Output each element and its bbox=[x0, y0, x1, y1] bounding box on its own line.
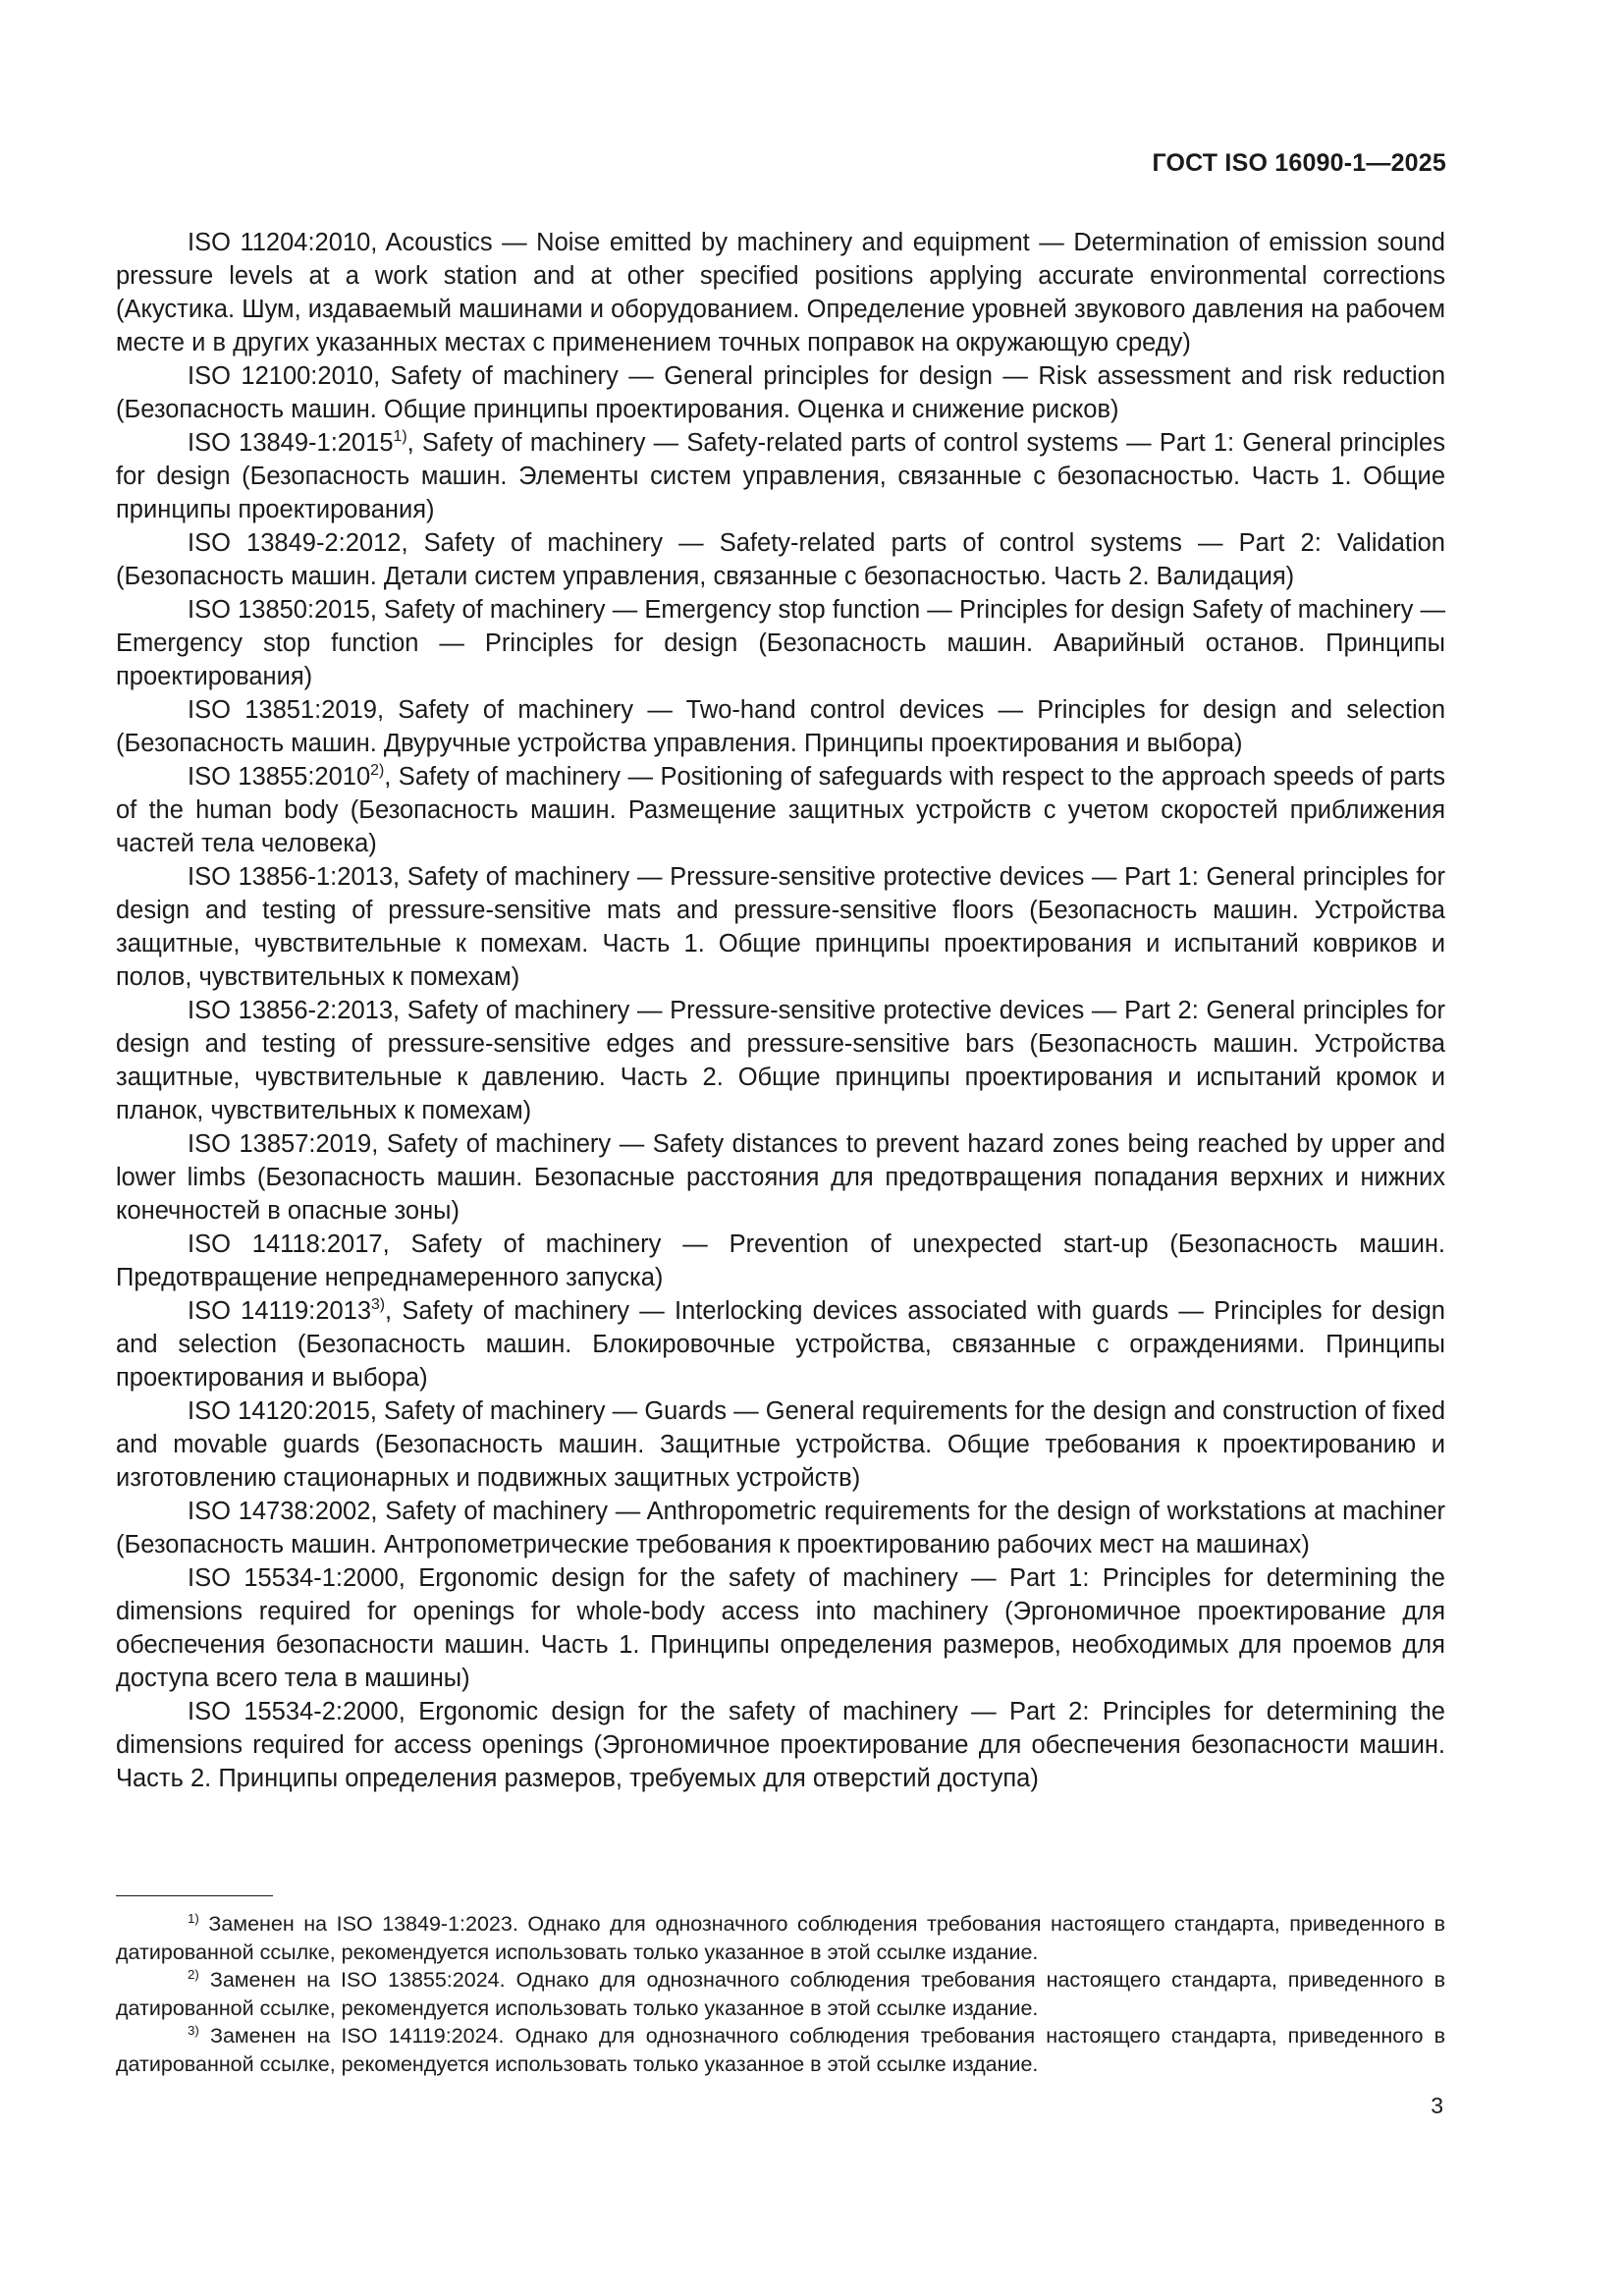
footnote-marker: 3) bbox=[188, 2022, 199, 2038]
reference-text: , Safety of machinery — Emergency stop function — Principles for design Safety of machinery — Emergency stop function — Principles for design (Безопасность машин. Аварийный останов. Принципы проектирования) bbox=[116, 596, 1445, 690]
document-code-header: ГОСТ ISO 16090-1—2025 bbox=[1152, 149, 1446, 177]
footnote-text: Заменен на ISO 13849-1:2023. Однако для однозначного соблюдения требования настоящего стандарта, приведенного в датированной ссылке, рекомендуется использовать только указанное в этой ссылке издание. bbox=[116, 1912, 1445, 1964]
reference-code: ISO 13856-1:2013 bbox=[188, 863, 393, 891]
footnote-marker: 1) bbox=[393, 428, 407, 446]
reference-text: , Safety of machinery — Positioning of safeguards with respect to the approach speeds of parts of the human body (Безопасность машин. Размещение защитных устройств с учетом скоростей приближения частей тела человека) bbox=[116, 763, 1446, 857]
reference-entry bbox=[116, 1561, 1445, 1695]
reference-text: , Safety of machinery — Safety distances to prevent hazard zones being reached by upper and lower limbs (Безопасность машин. Безопасные расстояния для предотвращения попадания верхних и нижних конечностей в опасные зоны) bbox=[116, 1130, 1446, 1225]
footnote bbox=[116, 1910, 1445, 1966]
reference-entry bbox=[116, 1495, 1445, 1561]
footnote-marker: 3) bbox=[371, 1296, 386, 1314]
footnotes bbox=[116, 1910, 1445, 2078]
reference-code: ISO 13849-1:2015 bbox=[188, 429, 394, 457]
reference-text: , Safety of machinery — Prevention of unexpected start-up (Безопасность машин. Предотвращение непреднамеренного запуска) bbox=[116, 1230, 1446, 1291]
reference-code: ISO 13857:2019 bbox=[188, 1130, 372, 1158]
reference-code: ISO 13850:2015 bbox=[188, 596, 370, 624]
footnote-marker: 2) bbox=[188, 1966, 199, 1982]
footnote-marker: 1) bbox=[188, 1910, 199, 1926]
reference-entry bbox=[116, 1294, 1445, 1394]
page-number: 3 bbox=[1431, 2093, 1443, 2118]
footnote bbox=[116, 2022, 1445, 2078]
reference-code: ISO 11204:2010 bbox=[188, 229, 371, 256]
reference-text: , Safety of machinery — Safety-related parts of control systems — Part 1: General principles for design (Безопасность машин. Элементы систем управления, связанные с безопасностью. Часть 1. Общие принципы проектирования) bbox=[116, 429, 1445, 523]
footnote-text: Заменен на ISO 14119:2024. Однако для однозначного соблюдения требования настоящего стандарта, приведенного в датированной ссылке, рекомендуется использовать только указанное в этой ссылке издание. bbox=[116, 2024, 1445, 2076]
reference-entry bbox=[116, 860, 1445, 994]
reference-code: ISO 14118:2017 bbox=[188, 1230, 383, 1258]
reference-code: ISO 15534-2:2000 bbox=[188, 1698, 399, 1725]
reference-entry bbox=[116, 226, 1445, 359]
reference-code: ISO 14120:2015 bbox=[188, 1397, 370, 1425]
footnote-marker: 2) bbox=[370, 762, 385, 780]
footnote-text: Заменен на ISO 13855:2024. Однако для однозначного соблюдения требования настоящего стандарта, приведенного в датированной ссылке, рекомендуется использовать только указанное в этой ссылке издание. bbox=[116, 1968, 1445, 2020]
reference-entry bbox=[116, 1127, 1445, 1228]
reference-text: , Acoustics — Noise emitted by machinery and equipment — Determination of emission sound pressure levels at a work station and at other specified positions applying accurate environmental corrections (Акустика. Шум, издаваемый машинами и оборудованием. Определение уровней звукового давления на рабочем месте и в других указанных местах с применением точных поправок на окружающую среду) bbox=[116, 229, 1445, 356]
reference-entry bbox=[116, 994, 1445, 1127]
reference-code: ISO 14119:2013 bbox=[188, 1297, 371, 1325]
normative-references-list bbox=[116, 226, 1445, 1795]
reference-text: , Safety of machinery — Interlocking devices associated with guards — Principles for design and selection (Безопасность машин. Блокировочные устройства, связанные с ограждениями. Принципы проектирования и выбора) bbox=[116, 1297, 1445, 1392]
reference-code: ISO 13855:2010 bbox=[188, 763, 371, 791]
reference-text: , Safety of machinery — Safety-related parts of control systems — Part 2: Validation (Безопасность машин. Детали систем управления, связанные с безопасностью. Часть 2. Валидация) bbox=[116, 529, 1445, 590]
reference-text: , Safety of machinery — Pressure-sensitive protective devices — Part 1: General principles for design and testing of pressure-sensitive mats and pressure-sensitive floors (Безопасность машин. Устройства защитные, чувствительные к помехам. Часть 1. Общие принципы проектирования и испытаний ковриков и полов, чувствительных к помехам) bbox=[116, 863, 1445, 991]
reference-code: ISO 12100:2010 bbox=[188, 362, 374, 390]
reference-entry bbox=[116, 426, 1445, 526]
reference-code: ISO 14738:2002 bbox=[188, 1498, 371, 1525]
reference-entry bbox=[116, 1228, 1445, 1294]
footnote-separator bbox=[116, 1895, 273, 1896]
reference-code: ISO 15534-1:2000 bbox=[188, 1564, 399, 1592]
reference-entry bbox=[116, 1695, 1445, 1795]
reference-entry bbox=[116, 526, 1445, 593]
reference-code: ISO 13856-2:2013 bbox=[188, 997, 393, 1024]
reference-entry bbox=[116, 693, 1445, 760]
reference-code: ISO 13851:2019 bbox=[188, 696, 377, 724]
reference-entry bbox=[116, 593, 1445, 693]
reference-text: , Ergonomic design for the safety of machinery — Part 1: Principles for determining the dimensions required for openings for whole-body access into machinery (Эргономичное проектирование для обеспечения безопасности машин. Часть 1. Принципы определения размеров, необходимых для проемов для доступа всего тела в машины) bbox=[116, 1564, 1445, 1692]
reference-text: , Ergonomic design for the safety of machinery — Part 2: Principles for determining the dimensions required for access openings (Эргономичное проектирование для обеспечения безопасности машин. Часть 2. Принципы определения размеров, требуемых для отверстий доступа) bbox=[116, 1698, 1445, 1792]
reference-entry bbox=[116, 1394, 1445, 1495]
reference-entry bbox=[116, 760, 1445, 860]
reference-text: , Safety of machinery — Guards — General requirements for the design and construction of fixed and movable guards (Безопасность машин. Защитные устройства. Общие требования к проектированию и изготовлению стационарных и подвижных защитных устройств) bbox=[116, 1397, 1446, 1492]
footnote bbox=[116, 1966, 1445, 2022]
reference-text: , Safety of machinery — Two-hand control devices — Principles for design and selection (Безопасность машин. Двуручные устройства управления. Принципы проектирования и выбора) bbox=[116, 696, 1446, 757]
reference-text: , Safety of machinery — Anthropometric requirements for the design of workstations at machiner (Безопасность машин. Антропометрические требования к проектированию рабочих мест на машинах) bbox=[116, 1498, 1445, 1558]
reference-text: , Safety of machinery — Pressure-sensitive protective devices — Part 2: General principles for design and testing of pressure-sensitive edges and pressure-sensitive bars (Безопасность машин. Устройства защитные, чувствительные к давлению. Часть 2. Общие принципы проектирования и испытаний кромок и планок, чувствительных к помехам) bbox=[116, 997, 1445, 1124]
reference-text: , Safety of machinery — General principles for design — Risk assessment and risk reduction (Безопасность машин. Общие принципы проектирования. Оценка и снижение рисков) bbox=[116, 362, 1446, 423]
reference-code: ISO 13849-2:2012 bbox=[188, 529, 402, 557]
reference-entry bbox=[116, 359, 1445, 426]
